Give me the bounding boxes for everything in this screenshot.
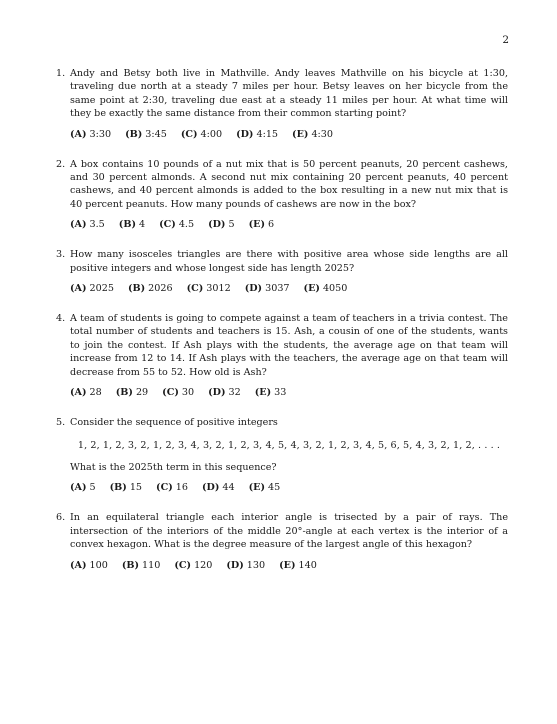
choice-b[interactable]	[110, 481, 142, 494]
problem-number: 1.	[56, 68, 66, 79]
choice-e[interactable]	[292, 128, 333, 141]
choice-label: (C)	[180, 128, 198, 140]
choice-value: 2026	[148, 283, 173, 295]
choice-value: 29	[135, 387, 149, 399]
problem-body	[70, 416, 508, 494]
choice-d[interactable]	[208, 218, 235, 231]
choice-e[interactable]	[304, 282, 348, 295]
problem-text: In an equilateral triangle each interior angle is trisected by a pair of rays. The intersection of the interiors of the middle 20°-angle at each vertex is the interior of a convex hexagon. What is the degree measure of the largest angle of this hexagon?	[70, 512, 508, 551]
choice-label: (E)	[254, 387, 272, 399]
choice-label: (D)	[208, 219, 226, 231]
choice-value: 5	[228, 219, 235, 231]
problem-body	[70, 158, 508, 232]
choice-label: (D)	[208, 387, 226, 399]
problem-5	[56, 416, 508, 494]
choice-label: (B)	[125, 128, 143, 140]
answer-choices	[70, 282, 508, 295]
problem-text: A team of students is going to compete against a team of teachers in a trivia contest. The total number of students and teachers is 15. Ash, a cousin of one of the students, wants to join the contest. If Ash plays with the students, the average age on that team will increase from 12 to 14. If Ash plays with the teachers, the average age on that team will decrease from 55 to 52. How old is Ash?	[70, 313, 508, 378]
answer-choices	[70, 559, 508, 572]
answer-choices	[70, 481, 508, 494]
choice-value: 5	[89, 482, 96, 494]
choice-label: (E)	[303, 283, 320, 295]
choice-e[interactable]	[255, 386, 287, 399]
problem-2	[56, 158, 508, 232]
choice-c[interactable]	[181, 128, 222, 141]
problem-number: 3.	[56, 249, 66, 261]
problem-body	[70, 312, 508, 399]
problem-text: Consider the sequence of positive integers	[70, 417, 278, 429]
choice-value: 30	[181, 387, 195, 399]
choice-value: 3:30	[89, 128, 112, 140]
choice-value: 3037	[265, 283, 290, 295]
choice-d[interactable]	[208, 386, 241, 399]
choice-a[interactable]	[70, 282, 114, 295]
choice-label: (A)	[70, 482, 87, 494]
choice-a[interactable]	[70, 559, 108, 572]
choice-label: (C)	[156, 482, 173, 494]
choice-label: (A)	[70, 387, 87, 399]
choice-label: (E)	[248, 482, 266, 494]
choice-value: 28	[89, 387, 102, 399]
problem-text: Andy and Betsy both live in Mathville. Andy leaves Mathville on his bicycle at 1:30, traveling due north at a steady 7 miles per hour. Betsy leaves on her bicycle from the same point at 2:30, traveling due east at a steady 11 miles per hour. At what time will they be exactly the same distance from their common starting point?	[70, 68, 508, 120]
choice-label: (B)	[118, 219, 136, 231]
choice-value: 3:45	[145, 128, 167, 140]
problem-6	[56, 511, 508, 571]
answer-choices	[70, 386, 508, 399]
choice-a[interactable]	[70, 386, 102, 399]
choice-value: 4050	[322, 283, 348, 295]
choice-label: (D)	[236, 128, 254, 140]
choice-value: 45	[268, 482, 281, 494]
choice-c[interactable]	[159, 218, 194, 231]
page-number: 2	[502, 34, 509, 46]
choice-c[interactable]	[156, 481, 188, 494]
choice-b[interactable]	[122, 559, 161, 572]
choice-label: (E)	[248, 219, 265, 231]
problem-text: How many isosceles triangles are there with positive area whose side lengths are all positive integers and whose longest side has length 2025?	[70, 249, 508, 274]
integer-sequence: 1, 2, 1, 2, 3, 2, 1, 2, 3, 4, 3, 2, 1, 2, 3, 4, 5, 4, 3, 2, 1, 2, 3, 4, 5, 6, 5, 4, 3, 2, 1, 2, . . . .	[77, 439, 501, 451]
choice-b[interactable]	[125, 128, 167, 141]
answer-choices	[70, 128, 508, 141]
problem-body	[70, 248, 508, 295]
choice-value: 140	[298, 559, 317, 571]
problem-number: 2.	[56, 158, 66, 170]
choice-label: (D)	[226, 559, 244, 571]
choice-value: 33	[274, 387, 287, 399]
choice-label: (A)	[70, 283, 87, 295]
problem-number: 4.	[56, 313, 66, 325]
problem-list	[56, 67, 508, 589]
choice-label: (C)	[159, 219, 176, 231]
choice-c[interactable]	[187, 282, 231, 295]
choice-value: 3.5	[89, 219, 105, 231]
choice-b[interactable]	[116, 386, 148, 399]
choice-a[interactable]	[70, 481, 96, 494]
choice-label: (B)	[121, 559, 140, 571]
choice-value: 6	[268, 219, 275, 231]
choice-value: 120	[194, 559, 213, 571]
choice-d[interactable]	[236, 128, 278, 141]
choice-label: (D)	[244, 283, 263, 295]
choice-d[interactable]	[202, 481, 235, 494]
problem-3	[56, 248, 508, 295]
problem-text: A box contains 10 pounds of a nut mix that is 50 percent peanuts, 20 percent cashews, and 30 percent almonds. A second nut mix containing 20 percent peanuts, 40 percent cashews, and 40 percent almonds is added to the box resulting in a new nut mix that is 40 percent peanuts. How many pounds of cashews are now in the box?	[70, 158, 508, 210]
choice-label: (E)	[279, 559, 296, 571]
choice-value: 130	[246, 559, 266, 571]
choice-label: (B)	[115, 387, 133, 399]
choice-label: (A)	[70, 128, 87, 140]
problem-number: 6.	[56, 512, 66, 524]
choice-value: 110	[142, 559, 161, 571]
choice-e[interactable]	[279, 559, 317, 572]
problem-question: What is the 2025th term in this sequence?	[70, 461, 277, 473]
problem-1	[56, 67, 508, 141]
choice-d[interactable]	[226, 559, 265, 572]
choice-label: (C)	[162, 387, 179, 399]
choice-value: 4:30	[311, 128, 333, 140]
choice-c[interactable]	[162, 386, 194, 399]
choice-e[interactable]	[249, 481, 281, 494]
problem-body	[70, 67, 508, 141]
choice-label: (A)	[70, 559, 87, 571]
problem-number: 5.	[56, 417, 66, 429]
choice-value: 3012	[206, 283, 231, 295]
choice-e[interactable]	[249, 218, 275, 231]
choice-b[interactable]	[119, 218, 145, 231]
choice-value: 4:15	[256, 128, 279, 140]
choice-value: 44	[222, 482, 235, 494]
choice-d[interactable]	[245, 282, 290, 295]
choice-value: 4.5	[178, 219, 195, 231]
choice-c[interactable]	[174, 559, 212, 572]
problem-4	[56, 312, 508, 399]
choice-label: (E)	[292, 128, 309, 140]
choice-value: 4:00	[200, 128, 223, 140]
choice-value: 16	[175, 482, 188, 494]
choice-a[interactable]	[70, 128, 111, 141]
problem-body	[70, 511, 508, 571]
choice-label: (C)	[174, 559, 192, 571]
choice-value: 100	[89, 559, 108, 571]
choice-label: (D)	[201, 482, 220, 494]
choice-value: 2025	[89, 283, 114, 295]
choice-a[interactable]	[70, 218, 105, 231]
choice-b[interactable]	[128, 282, 173, 295]
choice-label: (C)	[186, 283, 204, 295]
choice-value: 15	[129, 482, 143, 494]
answer-choices	[70, 218, 508, 231]
choice-value: 4	[138, 219, 146, 231]
choice-label: (A)	[70, 219, 87, 231]
choice-value: 32	[228, 387, 241, 399]
choice-label: (B)	[127, 283, 146, 295]
choice-label: (B)	[109, 482, 127, 494]
